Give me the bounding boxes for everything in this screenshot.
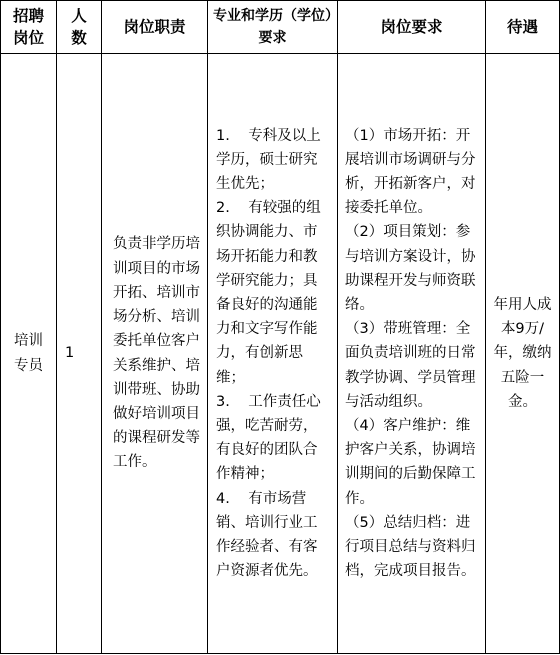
cell-requirements	[338, 54, 486, 654]
cell-major-education	[208, 54, 338, 654]
header-row	[1, 1, 560, 54]
requirement-item: （3）带班管理：全面负责培训班的日常教学协调、学员管理与活动组织。	[345, 321, 476, 410]
requirement-item: （4）客户维护：维护客户关系，协调培训期间的后勤保障工作。	[345, 418, 476, 507]
header-requirements: 岗位要求	[338, 1, 486, 54]
header-count: 人数	[57, 1, 102, 54]
cell-count: 1	[57, 54, 102, 654]
requirements-list	[338, 124, 485, 584]
requirement-item: （2）项目策划：参与培训方案设计，协助课程开发与师资联络。	[345, 224, 476, 313]
table-row	[1, 54, 560, 654]
header-position: 招聘岗位	[1, 1, 57, 54]
requirement-item: （1）市场开拓：开展培训市场调研与分析，开拓新客户，对接委托单位。	[345, 127, 476, 217]
cell-duties: 负责非学历培训项目的市场开拓、培训市场分析、培训委托单位客户关系维护、培训带班、协助做好培训项目的课程研发等工作。	[102, 54, 208, 654]
cell-position: 培训专员	[1, 54, 57, 654]
header-treatment: 待遇	[486, 1, 560, 54]
header-major-education: 专业和学历（学位）要求	[208, 1, 338, 54]
header-duties: 岗位职责	[102, 1, 208, 54]
major-education-item: 4. 有市场营销、培训行业工作经验者、有客户资源者优先。	[216, 490, 318, 580]
major-education-item: 2. 有较强的组织协调能力、市场开拓能力和教学研究能力；具备良好的沟通能力和文字写作能力，有创新思维；	[216, 200, 321, 386]
major-education-list	[208, 124, 337, 584]
requirement-item: （5）总结归档：进行项目总结与资料归档，完成项目报告。	[345, 514, 476, 580]
major-education-item: 3. 工作责任心强，吃苦耐劳，有良好的团队合作精神；	[216, 393, 321, 483]
major-education-item: 1. 专科及以上学历，硕士研究生优先；	[216, 127, 321, 192]
cell-treatment: 年用人成本9万/年，缴纳五险一金。	[486, 54, 560, 654]
